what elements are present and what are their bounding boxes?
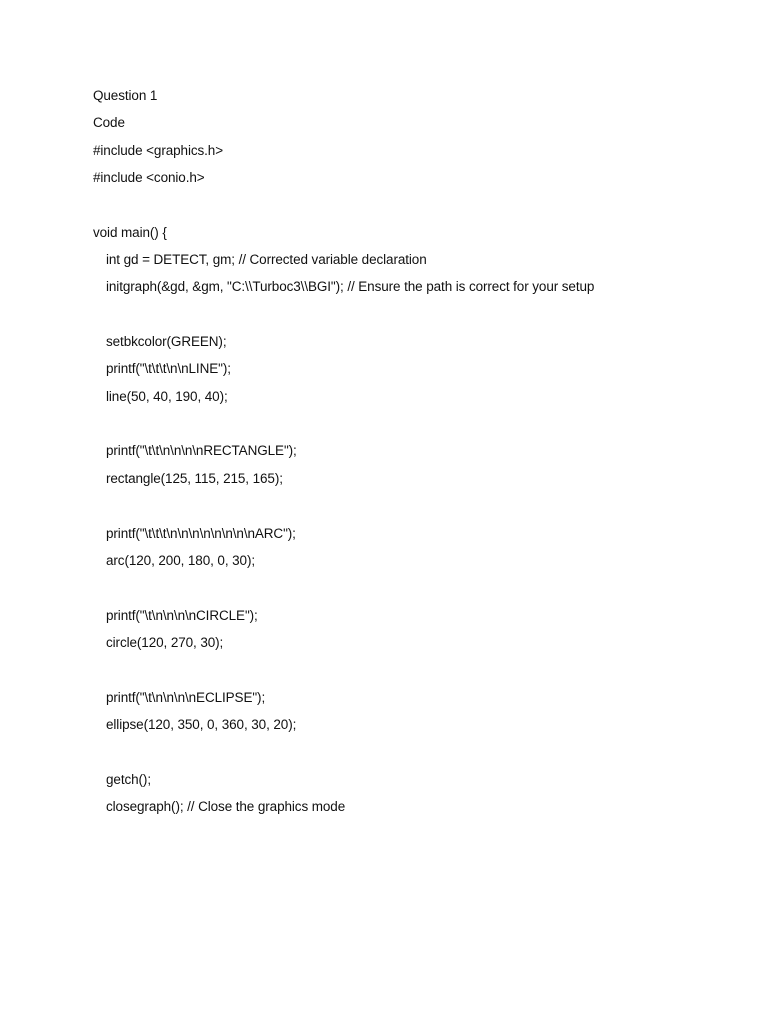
code-line: closegraph(); // Close the graphics mode [106,798,346,814]
blank-line [93,496,733,523]
code-line: initgraph(&gd, &gm, "C:\\Turboc3\\BGI"); // Ensure the path is correct for your setup [106,279,595,295]
code-line: void main() { [93,224,167,240]
code-line: arc(120, 200, 180, 0, 30); [106,552,255,568]
code-line: ellipse(120, 350, 0, 360, 30, 20); [106,716,297,732]
code-label: Code [93,115,125,131]
code-line: circle(120, 270, 30); [106,634,224,650]
code-line: getch(); [106,771,151,787]
code-line: rectangle(125, 115, 215, 165); [106,470,283,486]
code-line: printf("\t\t\t\n\n\n\n\n\n\n\nARC"); [106,525,296,541]
blank-line [93,660,733,687]
blank-line [93,414,733,441]
blank-line [93,305,733,332]
code-line: printf("\t\n\n\n\nCIRCLE"); [106,607,258,623]
question-heading: Question 1 [93,88,158,103]
blank-line [93,742,733,769]
code-line: printf("\t\t\n\n\n\nRECTANGLE"); [106,443,297,459]
code-line: printf("\t\t\t\n\nLINE"); [106,361,231,377]
document-body [93,86,733,824]
code-line: #include <conio.h> [93,170,205,186]
code-line: line(50, 40, 190, 40); [106,388,228,404]
code-line: int gd = DETECT, gm; // Corrected variable declaration [106,252,427,268]
code-line: setbkcolor(GREEN); [106,334,227,350]
code-line: printf("\t\n\n\n\nECLIPSE"); [106,689,266,705]
blank-line [93,578,733,605]
blank-line [93,195,733,222]
code-line: #include <graphics.h> [93,142,223,158]
